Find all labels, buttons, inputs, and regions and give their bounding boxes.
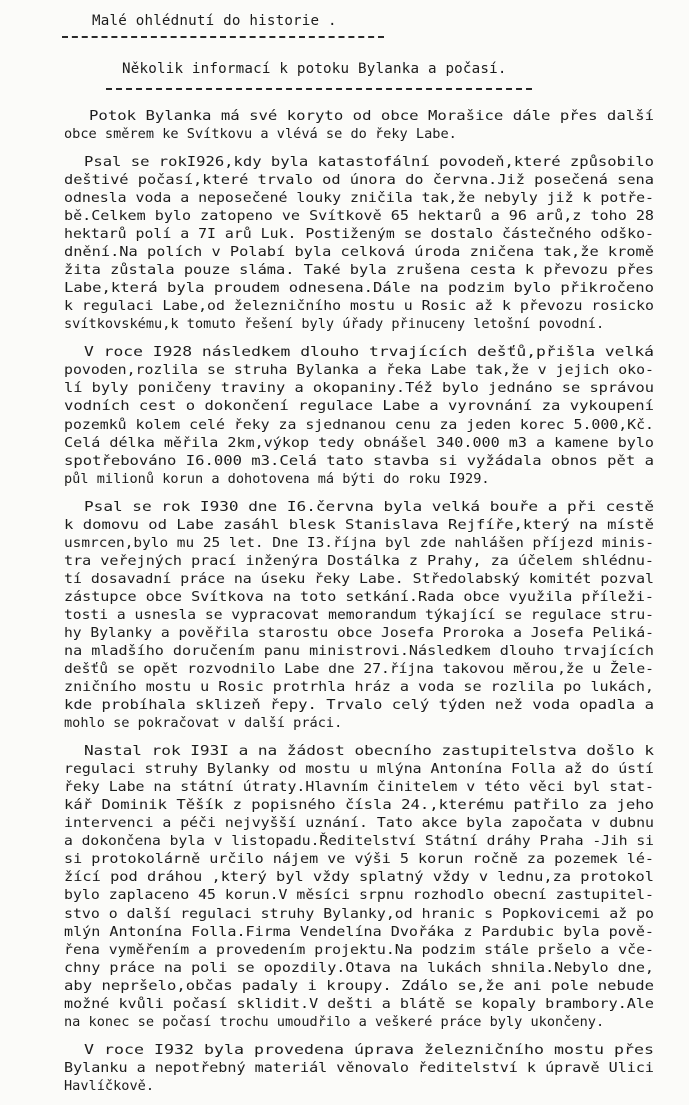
document-subtitle: Několik informací k potoku Bylanka a počasí. (122, 61, 507, 77)
paragraph-line: odnesla voda a neposečené louky zničila tak,že nebyly již k potře- (64, 190, 654, 207)
paragraph-line: Havlíčkově. (64, 1077, 155, 1094)
paragraph-line: řena vyměřením a provedením projektu.Na podzim stále pršelo a vče- (64, 941, 654, 958)
paragraph-line: si protokolárně určilo nájem ve výši 5 korun ročně za pozemek lé- (64, 851, 654, 868)
paragraph-line: stvo o další regulaci struhy Bylanky,od hranic s Popkovicemi až po (64, 905, 654, 922)
paragraph-line: žící pod dráhou ,který byl vždy splatný vždy v lednu,za protokol (64, 869, 654, 886)
paragraph-line: mlýn Antonína Folla.Firma Vendelína Dvořáka z Pardubic byla pově- (64, 923, 654, 940)
subtitle-underline (106, 88, 532, 90)
paragraph-line: Nastal rok I93I a na žádost obecního zastupitelstva došlo k (84, 743, 654, 760)
paragraph (0, 742, 689, 1031)
paragraph-line: hy Bylanky a pověřila starostu obce Josefa Proroka a Josefa Peliká- (64, 624, 654, 641)
paragraph-line: k regulaci Labe,od železničního mostu u Rosic až k převozu rosicko (64, 298, 654, 315)
document-title: Malé ohlédnutí do historie . (92, 13, 337, 29)
paragraph-line: tra veřejných prací inženýra Dostálka z Prahy, za účelem shlédnu- (64, 552, 654, 569)
paragraph-line: obce směrem ke Svítkovu a vlévá se do řeky Labe. (64, 126, 457, 143)
paragraph-line: intervenci a péči nejvyšší uznání. Tato akce byla započata v dubnu (64, 815, 654, 832)
paragraph-line: pozemků kolem celé řeky za sjednanou cenu za jeden korec 5.000,Kč. (64, 416, 654, 433)
paragraph-line: na konec se počasí trochu umoudřilo a veškeré práce byly ukončeny. (64, 1013, 605, 1030)
paragraph-line: spotřebováno I6.000 m3.Celá tato stavba si vyžádala obnos pět a (64, 452, 654, 469)
paragraph-line: aby nepršelo,občas padaly i kroupy. Zdálo se,že ani pole nebude (64, 977, 654, 994)
paragraph-line: řeky Labe na státní útraty.Hlavním činitelem v této věci byl stat- (64, 779, 654, 796)
paragraph-line: Celá délka měřila 2km,výkop tedy obnášel 340.000 m3 a kamene bylo (64, 434, 654, 451)
paragraph-line: Psal se rokI926,kdy byla katastofální povodeň,které způsobilo (84, 153, 654, 170)
paragraph-line: hektarů polí a 7I arů Luk. Postiženým se dostalo částečného odško- (64, 226, 654, 243)
paragraph (0, 107, 689, 143)
paragraph-line: chny práce na poli se opozdily.Otava na lukách shnila.Nebylo dne, (64, 959, 654, 976)
paragraph-line: Bylanku a nepotřebný materiál věnovalo ředitelství k úpravě Ulici (64, 1059, 654, 1076)
paragraph-line: povoden,rozlila se struha Bylanka a řeka Labe tak,že v jejich oko- (64, 362, 654, 379)
paragraph-line: k domovu od Labe zasáhl blesk Stanislava Rejfíře,který na místě (64, 516, 654, 533)
paragraph-line: půl milionů korun a dohotovena má býti do roku I929. (64, 470, 490, 487)
paragraph-line: Potok Bylanka má své koryto od obce Morašice dále přes další (89, 108, 654, 124)
paragraph-line: zástupce obce Svítkova na toto setkání.Rada obce využila příleži- (64, 588, 654, 605)
paragraph-line: dešťů se opět rozvodnilo Labe dne 27.října takovou měrou,že u Žele- (64, 661, 654, 678)
paragraph-line: dnění.Na polích v Polabí byla celková úroda zničena tak,že kromě (64, 244, 654, 261)
paragraph (0, 343, 689, 487)
paragraph-line: Labe,která byla proudem odnesena.Dále na podzim bylo přikročeno (64, 280, 654, 297)
paragraph-line: na mladšího doručením panu ministrovi.Následkem dlouho trvajících (64, 642, 654, 659)
paragraph (0, 498, 689, 733)
paragraph-line: zničního mostu u Rosic protrhla hráz a voda se rozlila po lukách, (64, 679, 654, 696)
paragraph-line: Psal se rok I930 dne I6.června byla velká bouře a při cestě (84, 498, 654, 515)
paragraph-line: bě.Celkem bylo zatopeno ve Svítkově 65 hektarů a 96 arů,z toho 28 (64, 208, 654, 225)
paragraph (0, 1041, 689, 1095)
paragraph-line: V roce I928 následkem dlouho trvajících dešťů,přišla velká (84, 344, 654, 361)
title-underline (62, 36, 384, 38)
paragraph-line: V roce I932 byla provedena úprava železničního mostu přes (84, 1041, 654, 1058)
paragraph-line: tosti a usnesla se vypracovat memorandum týkající se regulace stru- (64, 606, 654, 623)
document-body (0, 107, 689, 1105)
paragraph-line: svítkovskému,k tomuto řešení byly úřady přinuceny letošní povodní. (64, 316, 605, 333)
paragraph-line: žita zůstala pouze sláma. Také byla zrušena cesta k převozu přes (64, 262, 654, 279)
paragraph-line: usmrcen,bylo mu 25 let. Dne I3.října byl zde nahlášen příjezd minis- (64, 534, 654, 551)
paragraph-line: kář Dominik Těšík z popisného čísla 24.,kterému patřilo za jeho (64, 797, 654, 814)
paragraph-line: lí byly poničeny traviny a okopaniny.Též bylo jednáno se správou (64, 380, 654, 397)
paragraph-line: tí dosavadní práce na úseku řeky Labe. Středolabský komitét pozval (64, 570, 654, 587)
paragraph-line: bylo zaplaceno 45 korun.V měsíci srpnu rozhodlo obecní zastupitel- (64, 887, 654, 904)
paragraph (0, 153, 689, 333)
paragraph-line: možné kvůli počasí sklidit.V dešti a blátě se kopaly brambory.Ale (64, 995, 654, 1012)
paragraph-line: vodních cest o dokončení regulace Labe a vyrovnání za vykoupení (64, 398, 654, 415)
paragraph-line: deštivé počasí,které trvalo od února do června.Již posečená sena (64, 172, 654, 189)
paragraph-line: regulaci struhy Bylanky od mostu u mlýna Antonína Folla až do ústí (64, 761, 654, 778)
paragraph-line: kde probíhala sklizeň řepy. Trvalo celý týden než voda opadla a (64, 697, 654, 714)
paragraph-line: mohlo se pokračovat v další práci. (64, 715, 343, 732)
paragraph-line: a dokončena byla v listopadu.Ředitelství Státní dráhy Praha -Jih si (64, 833, 654, 850)
